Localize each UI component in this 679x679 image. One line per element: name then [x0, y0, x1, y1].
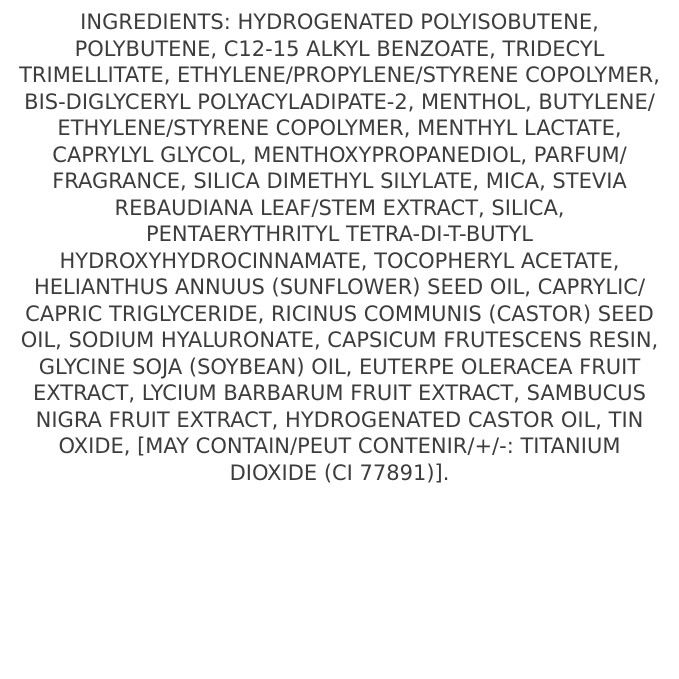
ingredients-line: EXTRACT, LYCIUM BARBARUM FRUIT EXTRACT, SAMBUCUS — [33, 381, 646, 405]
ingredients-line: PENTAERYTHRITYL TETRA-DI-T-BUTYL — [145, 222, 533, 246]
ingredients-line: REBAUDIANA LEAF/STEM EXTRACT, SILICA, — [114, 195, 565, 220]
ingredients-line: CAPRYLYL GLYCOL, MENTHOXYPROPANEDIOL, PARFUM/ — [52, 142, 627, 167]
ingredients-line: DIOXIDE (CI 77891)]. — [229, 460, 450, 485]
ingredients-line: POLYBUTENE, C12-15 ALKYL BENZOATE, TRIDECYL — [74, 36, 605, 61]
ingredients-line: OXIDE, [MAY CONTAIN/PEUT CONTENIR/+/-: TITANIUM — [58, 434, 621, 458]
ingredients-line: ETHYLENE/STYRENE COPOLYMER, MENTHYL LACTATE, — [57, 116, 622, 140]
ingredients-line: OIL, SODIUM HYALURONATE, CAPSICUM FRUTESCENS RESIN, — [20, 328, 659, 352]
ingredients-line: HELIANTHUS ANNUUS (SUNFLOWER) SEED OIL, CAPRYLIC/ — [33, 275, 646, 299]
ingredients-line: INGREDIENTS: HYDROGENATED POLYISOBUTENE, — [80, 10, 599, 34]
ingredients-line: TRIMELLITATE, ETHYLENE/PROPYLENE/STYRENE COPOLYMER, — [19, 63, 660, 87]
ingredients-line: FRAGRANCE, SILICA DIMETHYL SILYLATE, MICA, STEVIA — [52, 169, 627, 193]
ingredients-line: GLYCINE SOJA (SOYBEAN) OIL, EUTERPE OLERACEA FRUIT — [38, 354, 641, 379]
ingredients-line: NIGRA FRUIT EXTRACT, HYDROGENATED CASTOR OIL, TIN — [35, 407, 644, 432]
ingredients-line: HYDROXYHYDROCINNAMATE, TOCOPHERYL ACETATE, — [59, 248, 620, 273]
ingredients-line: CAPRIC TRIGLYCERIDE, RICINUS COMMUNIS (CASTOR) SEED — [25, 301, 654, 326]
ingredients-line: BIS-DIGLYCERYL POLYACYLADIPATE-2, MENTHOL, BUTYLENE/ — [24, 89, 655, 114]
